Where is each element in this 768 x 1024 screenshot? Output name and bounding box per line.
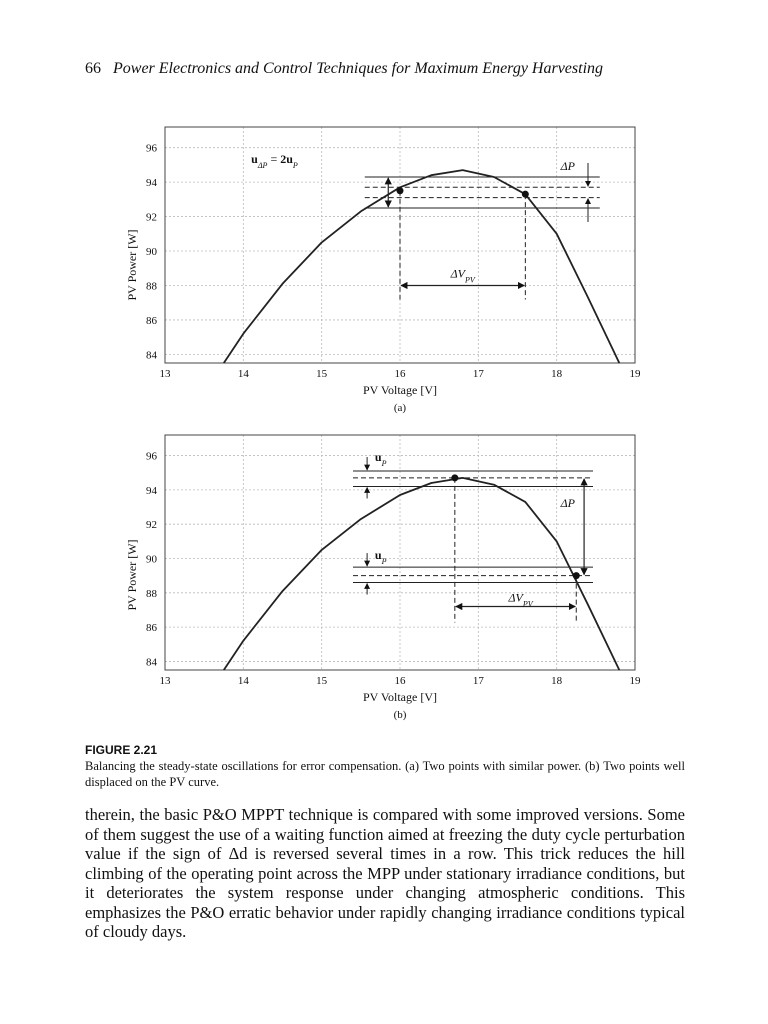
y-tick-label: 88: [146, 587, 157, 600]
x-tick-label: 15: [316, 675, 328, 687]
running-head: [85, 60, 685, 78]
band-label: $u_{\Delta P} = 2u_P$: [251, 152, 298, 170]
up-label-top: $u_P$: [374, 450, 387, 468]
x-tick-label: 17: [472, 368, 484, 380]
operating-point: [397, 187, 404, 194]
page-number: 66: [85, 60, 101, 77]
body-paragraph: therein, the basic P&O MPPT technique is compared with some improved versions. Some of them suggest the use of a waiting function aimed at freezing the duty cycle perturbation value if the sign of Δd is reversed several times in a row. This trick reduces the hill climbing of the operating point across the MPP under stationary irradiance conditions, but it deteriorates the system response under changing atmospheric conditions. This emphasizes the P&O erratic behavior under rapidly changing irradiance conditions typical of cloudy days.: [85, 805, 685, 941]
y-tick-label: 90: [146, 246, 157, 259]
y-tick-label: 84: [146, 349, 157, 362]
up-label-bottom: $u_P$: [374, 547, 387, 566]
y-tick-label: 94: [146, 484, 157, 497]
chart-panel-a: [110, 115, 670, 420]
x-tick-label: 14: [237, 675, 249, 687]
y-tick-label: 90: [146, 553, 157, 566]
x-tick-label: 19: [629, 675, 641, 687]
x-tick-label: 16: [394, 368, 406, 380]
chart-panel-b: [110, 425, 670, 725]
delta-p-label: ΔP: [560, 159, 575, 174]
x-tick-label: 13: [159, 675, 171, 687]
y-tick-label: 96: [146, 142, 157, 155]
y-tick-label: 92: [146, 211, 157, 224]
x-axis-label: PV Voltage [V]: [362, 690, 438, 704]
pv-curve: [224, 170, 620, 363]
x-tick-label: 14: [237, 368, 249, 380]
y-tick-label: 92: [146, 519, 157, 532]
x-tick-label: 13: [159, 368, 171, 380]
y-tick-label: 86: [146, 314, 157, 327]
x-tick-label: 18: [551, 675, 563, 687]
delta-p-label: ΔP: [560, 496, 575, 511]
book-title: Power Electronics and Control Techniques for Maximum Energy Harvesting: [113, 60, 604, 77]
y-tick-label: 84: [146, 656, 157, 669]
figure-label: FIGURE 2.21: [85, 743, 158, 757]
panel-label: (b): [393, 709, 407, 721]
y-tick-label: 96: [146, 450, 157, 463]
operating-point: [522, 191, 529, 198]
operating-point: [573, 572, 580, 579]
y-axis-label: PV Power [W]: [125, 539, 139, 611]
y-tick-label: 94: [146, 177, 157, 190]
delta-v-label: $\Delta V_{PV}$: [450, 266, 475, 284]
y-axis-label: PV Power [W]: [125, 229, 139, 301]
delta-v-label: $\Delta V_{PV}$: [508, 590, 533, 609]
x-tick-label: 17: [472, 675, 484, 687]
x-tick-label: 19: [629, 368, 641, 380]
y-tick-label: 86: [146, 622, 157, 635]
x-axis-label: PV Voltage [V]: [362, 383, 438, 397]
x-tick-label: 15: [316, 368, 328, 380]
x-tick-label: 16: [394, 675, 406, 687]
panel-label: (a): [393, 402, 407, 414]
operating-point: [451, 474, 458, 481]
y-tick-label: 88: [146, 280, 157, 293]
x-tick-label: 18: [551, 368, 563, 380]
figure-caption: Balancing the steady-state oscillations for error compensation. (a) Two points with similar power. (b) Two points well displaced on the PV curve.: [85, 759, 685, 789]
